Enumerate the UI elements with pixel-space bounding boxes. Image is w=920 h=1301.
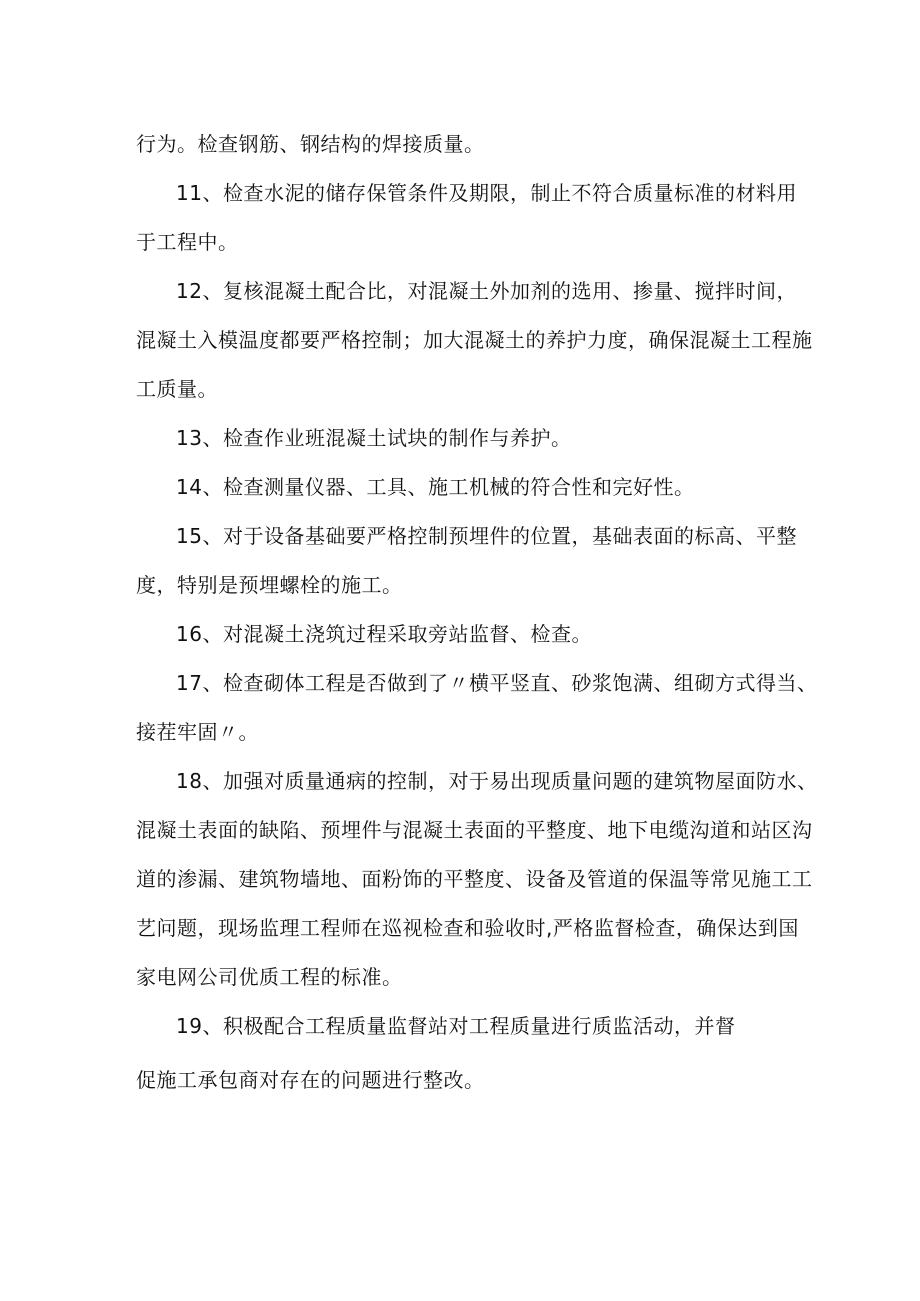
text-line: 14、检查测量仪器、工具、施工机械的符合性和完好性。 [176, 475, 695, 499]
text-line: 于工程中。 [136, 230, 239, 254]
text-line: 度，特别是预埋螺栓的施工。 [136, 573, 403, 597]
text-line: 混凝土入模温度都要严格控制；加大混凝土的养护力度，确保混凝土工程施 [136, 328, 813, 352]
text-line: 接茬牢固〃。 [136, 720, 259, 744]
text-line: 18、加强对质量通病的控制，对于易出现质量问题的建筑物屋面防水、 [176, 769, 818, 793]
text-line: 17、检查砌体工程是否做到了〃横平竖直、砂浆饱满、组砌方式得当、 [176, 671, 818, 695]
text-line: 艺问题，现场监理工程师在巡视检查和验收时,严格监督检查，确保达到国 [136, 916, 799, 940]
text-line: 促施工承包商对存在的问题进行整改。 [136, 1068, 485, 1092]
text-line: 工质量。 [136, 377, 218, 401]
text-line: 行为。检查钢筋、钢结构的焊接质量。 [136, 132, 485, 156]
text-line: 12、复核混凝土配合比，对混凝土外加剂的选用、掺量、搅拌时间， [176, 279, 797, 303]
text-line: 混凝土表面的缺陷、预埋件与混凝土表面的平整度、地下电缆沟道和站区沟 [136, 818, 813, 842]
text-line: 16、对混凝土浇筑过程采取旁站监督、检查。 [176, 622, 592, 646]
text-line: 13、检查作业班混凝土试块的制作与养护。 [176, 426, 572, 450]
text-line: 19、积极配合工程质量监督站对工程质量进行质监活动，并督 [176, 1014, 736, 1038]
text-line: 11、检查水泥的储存保管条件及期限，制止不符合质量标准的材料用 [176, 181, 797, 205]
text-line: 15、对于设备基础要严格控制预埋件的位置，基础表面的标高、平整 [176, 524, 797, 548]
text-line: 家电网公司优质工程的标准。 [136, 965, 403, 989]
text-line: 道的渗漏、建筑物墙地、面粉饰的平整度、设备及管道的保温等常见施工工 [136, 867, 813, 891]
